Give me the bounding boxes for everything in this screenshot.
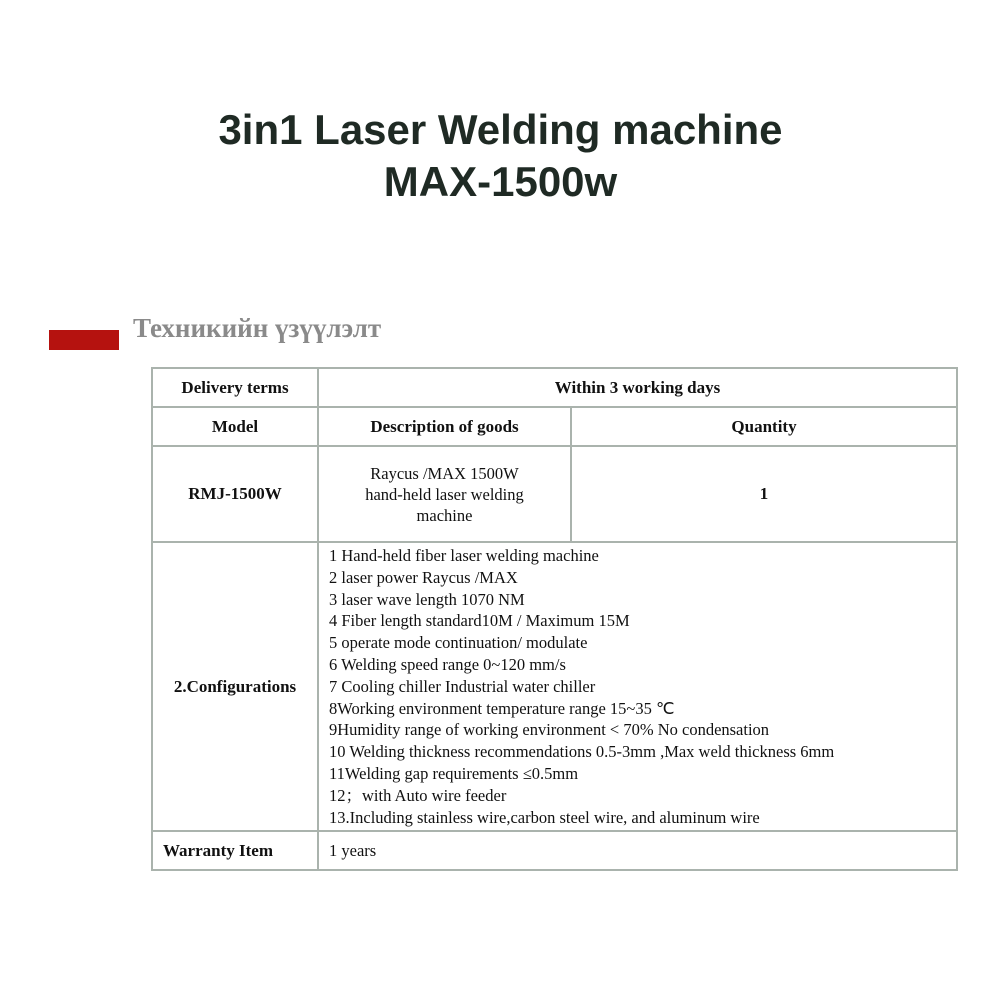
config-item: 2 laser power Raycus /MAX [329,567,518,587]
config-item: 13.Including stainless wire,carbon steel wire, and aluminum wire [329,807,760,827]
spec-table [151,367,958,871]
config-item: 9Humidity range of working environment < 70% No condensation [329,720,770,740]
delivery-value: Within 3 working days [318,368,957,407]
header-model: Model [152,407,318,446]
page-subtitle-model: MAX-1500w [383,158,618,205]
header-quantity: Quantity [571,407,957,446]
config-item: 4 Fiber length standard10M / Maximum 15M [329,611,630,631]
product-description: Raycus /MAX 1500W hand-held laser welding machine [318,446,571,542]
config-item: 11Welding gap requirements ≤0.5mm [329,763,579,783]
delivery-label: Delivery terms [152,368,318,407]
config-item: 1 Hand-held fiber laser welding machine [329,546,599,565]
product-quantity: 1 [571,446,957,542]
configurations-row [152,542,957,831]
warranty-label: Warranty Item [152,831,318,870]
section-heading: Техникийн үзүүлэлт [133,313,382,343]
config-item: 7 Cooling chiller Industrial water chiller [329,676,596,696]
section-accent-bar [49,330,119,350]
header-row [152,407,957,446]
config-item: 6 Welding speed range 0~120 mm/s [329,654,566,674]
config-item: 5 operate mode continuation/ modulate [329,633,588,653]
configurations-label: 2.Configurations [152,542,318,831]
config-item: 10 Welding thickness recommendations 0.5-3mm ,Max weld thickness 6mm [329,742,835,762]
config-item: 8Working environment temperature range 15~35 ℃ [329,698,675,718]
delivery-row [152,368,957,407]
header-description: Description of goods [318,407,571,446]
product-model: RMJ-1500W [152,446,318,542]
config-item: 3 laser wave length 1070 NM [329,589,525,609]
configurations-list [318,542,957,831]
warranty-value: 1 years [318,831,957,870]
config-item: 12；with Auto wire feeder [329,785,507,805]
warranty-row [152,831,957,870]
page-title: 3in1 Laser Welding machine [218,106,783,153]
product-row [152,446,957,542]
